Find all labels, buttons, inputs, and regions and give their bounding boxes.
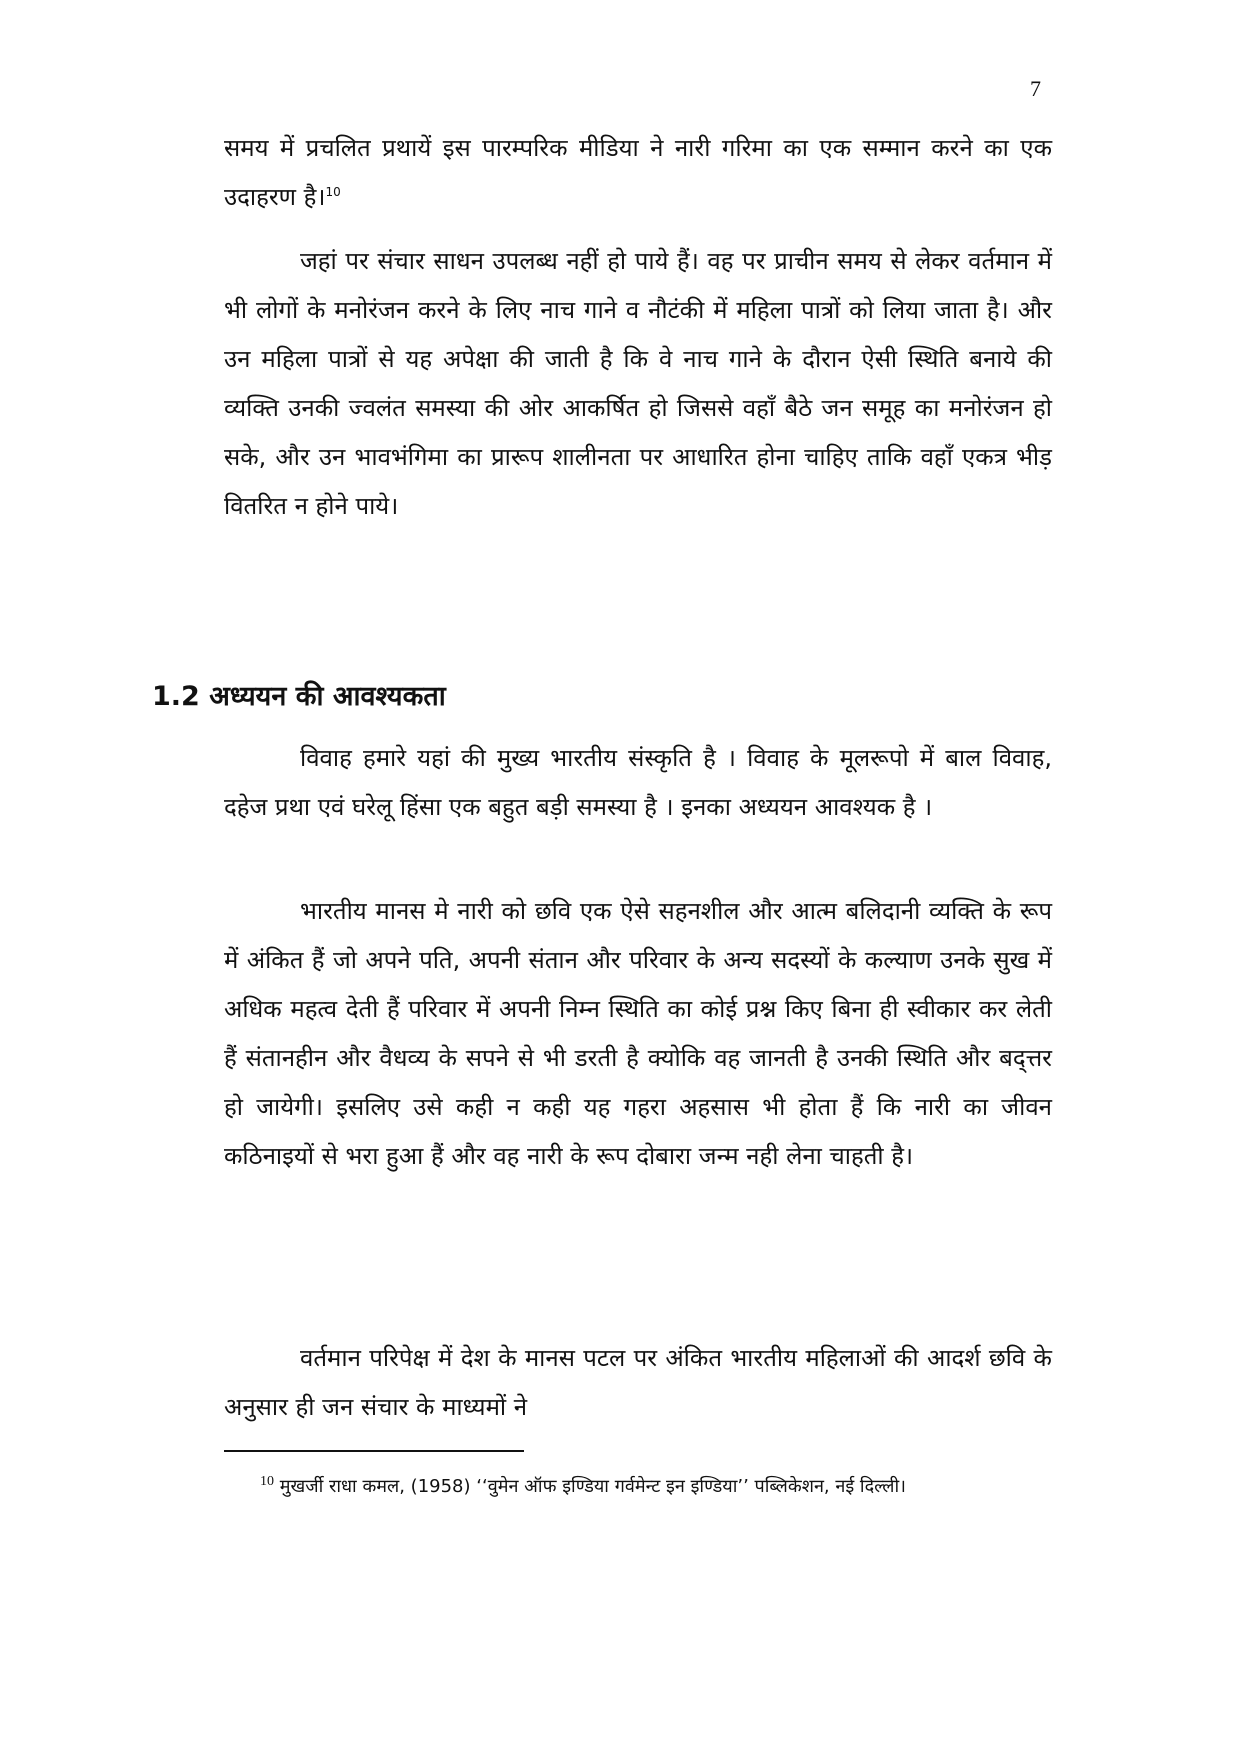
paragraph-4-block bbox=[224, 887, 1052, 1181]
section-heading: 1.2 अध्ययन की आवश्यकता bbox=[152, 681, 446, 712]
footnote-text: मुखर्जी राधा कमल, (1958) ‘‘वुमेन ऑफ इण्डिया गर्वमेन्ट इन इण्डिया’’ पब्लिकेशन, नई दिल्ली। bbox=[279, 1476, 906, 1497]
paragraph-1-text: समय में प्रचलित प्रथायें इस पारम्परिक मीडिया ने नारी गरिमा का एक सम्मान करने का एक उदाहरण है। bbox=[224, 134, 1052, 211]
footnote-reference: 10 bbox=[325, 185, 341, 199]
paragraph-3-block bbox=[224, 734, 1052, 832]
paragraph-4: भारतीय मानस मे नारी को छवि एक ऐसे सहनशील और आत्म बलिदानी व्यक्ति के रूप में अंकित हैं जो अपने पति, अपनी संतान और परिवार के अन्य सदस्यों के कल्याण उनके सुख में अधिक महत्व देती हैं परिवार में अपनी निम्न स्थिति का कोई प्रश्न किए बिना ही स्वीकार कर लेती हैं संतानहीन और वैधव्य के सपने से भी डरती है क्योकि वह जानती है उनकी स्थिति और बद्त्तर हो जायेगी। इसलिए उसे कही न कही यह गहरा अहसास भी होता हैं कि नारी का जीवन कठिनाइयों से भरा हुआ हैं और वह नारी के रूप दोबारा जन्म नही लेना चाहती है। bbox=[224, 897, 1052, 1170]
paragraph-3: विवाह हमारे यहां की मुख्य भारतीय संस्कृति है । विवाह के मूलरूपो में बाल विवाह, दहेज प्रथा एवं घरेलू हिंसा एक बहुत बड़ी समस्या है । इनका अध्ययन आवश्यक है । bbox=[224, 744, 1052, 821]
paragraph-1-block bbox=[224, 124, 1052, 222]
footnote-divider bbox=[224, 1450, 524, 1452]
footnote-number: 10 bbox=[260, 1474, 274, 1489]
paragraph-2: जहां पर संचार साधन उपलब्ध नहीं हो पाये हैं। वह पर प्राचीन समय से लेकर वर्तमान में भी लोगों के मनोरंजन करने के लिए नाच गाने व नौटंकी में महिला पात्रों को लिया जाता है। और उन महिला पात्रों से यह अपेक्षा की जाती है कि वे नाच गाने के दौरान ऐसी स्थिति बनाये की व्यक्ति उनकी ज्वलंत समस्या की ओर आकर्षित हो जिससे वहाँ बैठे जन समूह का मनोरंजन हो सके, और उन भावभंगिमा का प्रारूप शालीनता पर आधारित होना चाहिए ताकि वहाँ एकत्र भीड़ वितरित न होने पाये। bbox=[224, 247, 1052, 520]
paragraph-5: वर्तमान परिपेक्ष में देश के मानस पटल पर अंकित भारतीय महिलाओं की आदर्श छवि के अनुसार ही जन संचार के माध्यमों ने bbox=[224, 1344, 1052, 1421]
page-number: 7 bbox=[1030, 76, 1041, 101]
paragraph-1 bbox=[224, 124, 1052, 222]
footnote bbox=[260, 1474, 1052, 1499]
paragraph-2-block bbox=[224, 237, 1052, 531]
paragraph-5-block bbox=[224, 1334, 1052, 1432]
